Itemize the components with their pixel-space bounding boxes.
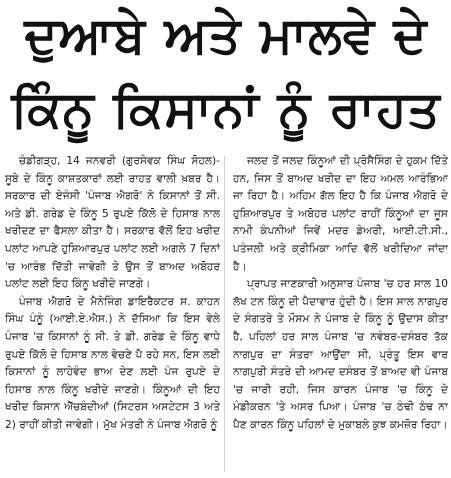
article-column-right <box>233 153 448 475</box>
article-paragraph: ਜਲਦ ਤੋਂ ਜਲਦ ਕਿੰਨੂਆਂ ਦੀ ਪ੍ਰੋਸੈਸਿੰਗ ਦੇ ਹੁਕਮ ਦਿੱਤੇ ਹਨ, ਜਿਸ ਤੋਂ ਬਾਅਦ ਖਰੀਦ ਦਾ ਇਹ ਅਮਲ ਆਰੰਭਿਆ ਜਾ ਰਿਹਾ ਹੈ। ਅਹਿਮ ਗੱਲ ਇਹ ਹੈ ਕਿ ਪੰਜਾਬ ਐਗਰੋ ਦੇ ਹੁਸ਼ਿਆਰਪੁਰ ਤੇ ਅਬੋਹਰ ਪਲਾਂਟ ਰਾਹੀਂ ਕਿੰਨੂਆਂ ਦਾ ਜੂਸ ਨਾਮੀ ਕੰਪਨੀਆਂ ਜਿਵੇਂ ਮਦਰ ਡੇਅਰੀ, ਆਈ.ਟੀ.ਸੀ., ਪਤੰਜਲੀ ਅਤੇ ਕ੍ਰੀਮਿਕਾ ਆਦਿ ਵੱਲੋਂ ਖਰੀਦਿਆ ਜਾਂਦਾ ਹੈ। <box>233 155 448 273</box>
column-divider <box>224 156 225 472</box>
article-column-left <box>5 153 220 475</box>
headline-line-2: ਕਿੰਨੂ ਕਿਸਾਨਾਂ ਨੂੰ ਰਾਹਤ <box>11 80 441 138</box>
article-paragraph: ਪ੍ਰਾਪਤ ਜਾਣਕਾਰੀ ਅਨੁਸਾਰ ਪੰਜਾਬ 'ਚ ਹਰ ਸਾਲ 10 ਲੱਖ ਟਨ ਕਿੰਨੂ ਦੀ ਪੈਦਾਵਾਰ ਹੁੰਦੀ ਹੈ। ਇਸ ਸਾਲ ਨਾਗਪੁਰ ਦੇ ਸੰਗਤਰੇ ਤੇ ਮੌਸਮ ਨੇ ਪੰਜਾਬ ਦੇ ਕਿੰਨੂ ਨੂੰ ਉਦਾਸ ਕੀਤਾ ਹੈ, ਪਹਿਲਾਂ ਹਰ ਸਾਲ ਪੰਜਾਬ 'ਚ ਨਵੰਬਰ-ਦਸੰਬਰ ਤੱਕ ਨਾਗਪੁਰ ਦਾ ਸੰਤਰਾ ਆਉਂਦਾ ਸੀ, ਪ੍ਰੰਤੂ ਇਸ ਵਾਰ ਨਾਗਪੁਰੀ ਸੰਤਰੇ ਦੀ ਆਮਦ ਦਸੰਬਰ ਤੋਂ ਬਾਅਦ ਵੀ ਪੰਜਾਬ 'ਚ ਜਾਰੀ ਰਹੀ, ਜਿਸ ਕਾਰਨ ਪੰਜਾਬ 'ਚ ਕਿੰਨੂ ਦੇ ਮੰਡੀਕਰਨ 'ਤੇ ਅਸਰ ਪਿਆ। ਪੰਜਾਬ 'ਚ ਠੰਢੀ ਠੰਢ ਨਾ ਪੈਣ ਕਾਰਨ ਕਿੰਨੂ ਪਹਿਲਾਂ ਦੇ ਮੁਕਾਬਲੇ ਕੁਝ ਕਮਜ਼ੋਰ ਰਿਹਾ। <box>233 278 448 431</box>
article-paragraph: ਪੰਜਾਬ ਐਗਰੋ ਦੇ ਮੈਨੇਜਿੰਗ ਡਾਇਰੈਕਟਰ ਸ. ਕਾਹਨ ਸਿੰਘ ਪੰਨੂੰ (ਆਈ.ਏ.ਐਸ.) ਨੇ ਦੱਸਿਆ ਕਿ ਇਸ ਵੇਲੇ ਪੰਜਾਬ 'ਚ ਕਿਸਾਨਾਂ ਨੂੰ ਸੀ. ਤੇ ਡੀ. ਗਰੇਡ ਦੇ ਕਿੰਨੂ ਵਾਧੇ ਰੁਪਏ ਕਿੱਲੋ ਦੇ ਹਿਸਾਬ ਨਾਲ ਵੇਚਣੇ ਪੈ ਰਹੇ ਸਨ, ਇਸ ਲਈ ਕਿਸਾਨਾਂ ਨੂੰ ਲਾਹੇਵੰਦ ਭਾਅ ਦੇਣ ਲਈ ਪੰਜ ਰੁਪਏ ਦੇ ਹਿਸਾਬ ਨਾਲ ਕਿੰਨੂ ਖਰੀਦੇ ਜਾਣਗੇ। ਕਿੰਨੂਆਂ ਦੀ ਇਹ ਖਰੀਦ ਕਿਸਾਨ ਐੱਚਬੰਦੀਆਂ (ਸਿਟਰਸ ਅਸਟੇਟਸ 3 ਅਤੇ 2) ਰਾਹੀਂ ਕੀਤੀ ਜਾਵੇਗੀ। ਮੁੱਖ ਮੰਤਰੀ ਨੇ ਪੰਜਾਬ ਐਗਰੋ ਨੂੰ <box>5 295 220 431</box>
article-paragraph: ਚੰਡੀਗੜ੍ਹ, 14 ਜਨਵਰੀ (ਗੁਰਸੇਵਕ ਸਿੰਘ ਸੋਹਲ)-ਸੂਬੇ ਦੇ ਕਿੰਨੂ ਕਾਸ਼ਤਕਾਰਾਂ ਲਈ ਰਾਹਤ ਵਾਲੀ ਖ਼ਬਰ ਹੈ। ਸਰਕਾਰ ਦੀ ਏਜੰਸੀ 'ਪੰਜਾਬ ਐਗਰੋ' ਨੇ ਕਿਸਾਨਾਂ ਤੋਂ ਸੀ. ਅਤੇ ਡੀ. ਗਰੇਡ ਦੇ ਕਿੰਨੂ 5 ਰੁਪਏ ਕਿੱਲੋ ਦੇ ਹਿਸਾਬ ਨਾਲ ਖਰੀਦਣ ਦਾ ਫੈਸਲਾ ਕੀਤਾ ਹੈ। ਸਰਕਾਰ ਵੱਲੋਂ ਇਹ ਖਰੀਦ ਪਲਾਂਟ ਆਪਣੇ ਹੁਸ਼ਿਆਰਪੁਰ ਪਲਾਂਟ ਲਈ ਅਗਲੇ 7 ਦਿਨਾਂ 'ਚ ਆਰੰਭ ਦਿੱਤੀ ਜਾਵੇਗੀ ਤੇ ਉਸ ਤੋਂ ਬਾਅਦ ਅਬੋਹਰ ਪਲਾਂਟ ਲਈ ਇਹ ਕਿੰਨੂ ਖਰੀਦੇ ਜਾਣਗੇ। <box>5 155 220 291</box>
headline-line-1: ਦੁਆਬੇ ਅਤੇ ਮਾਲਵੇ ਦੇ <box>24 6 428 64</box>
